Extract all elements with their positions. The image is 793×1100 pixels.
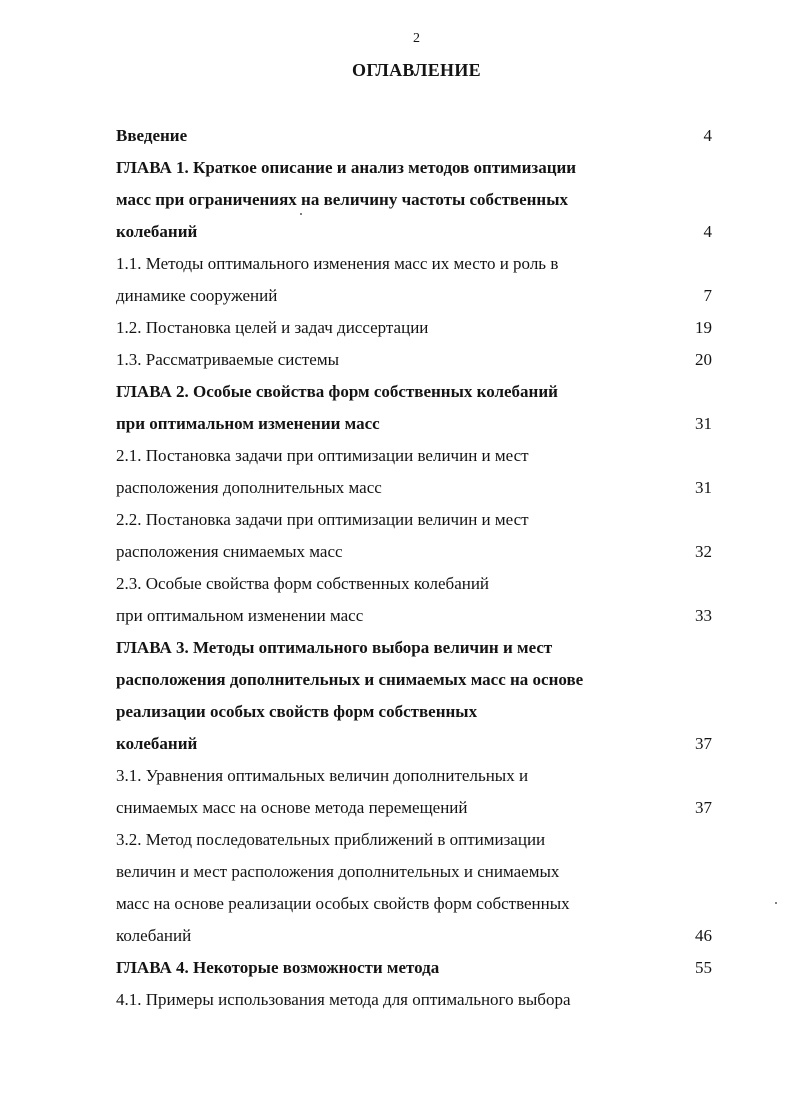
toc-line — [116, 856, 722, 888]
toc-entry-text: 2.3. Особые свойства форм собственных колебаний — [116, 574, 490, 593]
toc-entry-text: расположения снимаемых масс — [116, 542, 343, 561]
toc-line — [116, 760, 722, 792]
toc-entry-text: при оптимальном изменении масс — [116, 606, 364, 625]
toc-entry-page: 33 — [695, 606, 712, 625]
toc-entry-page: 4 — [703, 126, 712, 145]
toc-entry-text: динамике сооружений — [116, 286, 278, 305]
page-title: ОГЛАВЛЕНИЕ — [352, 60, 481, 80]
scan-speck — [300, 213, 302, 215]
toc-line — [116, 120, 722, 152]
toc-line — [116, 152, 722, 184]
toc-line — [116, 664, 722, 696]
toc-entry-text: снимаемых масс на основе метода перемещений — [116, 798, 468, 817]
toc-line — [116, 312, 722, 344]
toc-entry-text: при оптимальном изменении масс — [116, 414, 380, 433]
toc-entry-page: 4 — [703, 222, 712, 241]
toc-line — [116, 216, 722, 248]
toc-line — [116, 920, 722, 952]
toc-line — [116, 536, 722, 568]
toc-entry-text: реализации особых свойств форм собственных — [116, 702, 478, 721]
toc-line — [116, 792, 722, 824]
toc-entry-text: 1.2. Постановка целей и задач диссертации — [116, 318, 429, 337]
toc-entry-text: расположения дополнительных и снимаемых масс на основе — [116, 670, 584, 689]
toc-line — [116, 984, 722, 1016]
toc-entry-text: ГЛАВА 2. Особые свойства форм собственных колебаний — [116, 382, 558, 401]
toc-line — [116, 184, 722, 216]
toc-line — [116, 344, 722, 376]
toc-entry-text: масс на основе реализации особых свойств форм собственных — [116, 894, 570, 913]
toc-entry-page: 31 — [695, 478, 712, 497]
toc-entry-text: 3.1. Уравнения оптимальных величин дополнительных и — [116, 766, 529, 785]
page-number: 2 — [413, 31, 420, 46]
toc-entry-page: 7 — [703, 286, 712, 305]
toc-entry-text: ГЛАВА 1. Краткое описание и анализ методов оптимизации — [116, 158, 577, 177]
toc-line — [116, 696, 722, 728]
toc-entry-text: 1.1. Методы оптимального изменения масс их место и роль в — [116, 254, 559, 273]
toc-entry-text: 1.3. Рассматриваемые системы — [116, 350, 340, 369]
toc-entry-text: ГЛАВА 3. Методы оптимального выбора величин и мест — [116, 638, 553, 657]
toc-line — [116, 632, 722, 664]
scan-speck — [775, 902, 777, 904]
toc-line — [116, 824, 722, 856]
toc-entry-text: 4.1. Примеры использования метода для оптимального выбора — [116, 990, 571, 1009]
table-of-contents — [116, 120, 722, 1016]
toc-line — [116, 504, 722, 536]
toc-line — [116, 600, 722, 632]
toc-line — [116, 280, 722, 312]
toc-line — [116, 248, 722, 280]
toc-entry-page: 20 — [695, 350, 712, 369]
toc-entry-page: 46 — [695, 926, 712, 945]
toc-entry-text: колебаний — [116, 926, 192, 945]
toc-entry-text: 3.2. Метод последовательных приближений в оптимизации — [116, 830, 546, 849]
toc-line — [116, 472, 722, 504]
toc-entry-text: ГЛАВА 4. Некоторые возможности метода — [116, 958, 440, 977]
toc-entry-text: колебаний — [116, 734, 198, 753]
toc-entry-text: расположения дополнительных масс — [116, 478, 382, 497]
toc-entry-text: масс при ограничениях на величину частоты собственных — [116, 190, 569, 209]
toc-line — [116, 728, 722, 760]
toc-entry-page: 37 — [695, 734, 712, 753]
toc-line — [116, 408, 722, 440]
toc-entry-text: 2.1. Постановка задачи при оптимизации величин и мест — [116, 446, 529, 465]
toc-line — [116, 952, 722, 984]
toc-line — [116, 440, 722, 472]
toc-line — [116, 568, 722, 600]
toc-line — [116, 376, 722, 408]
toc-entry-page: 19 — [695, 318, 712, 337]
toc-entry-text: Введение — [116, 126, 188, 145]
toc-entry-page: 55 — [695, 958, 712, 977]
toc-entry-page: 32 — [695, 542, 712, 561]
toc-entry-text: колебаний — [116, 222, 198, 241]
toc-entry-text: величин и мест расположения дополнительных и снимаемых — [116, 862, 560, 881]
toc-entry-text: 2.2. Постановка задачи при оптимизации величин и мест — [116, 510, 529, 529]
toc-entry-page: 31 — [695, 414, 712, 433]
toc-entry-page: 37 — [695, 798, 712, 817]
toc-line — [116, 888, 722, 920]
